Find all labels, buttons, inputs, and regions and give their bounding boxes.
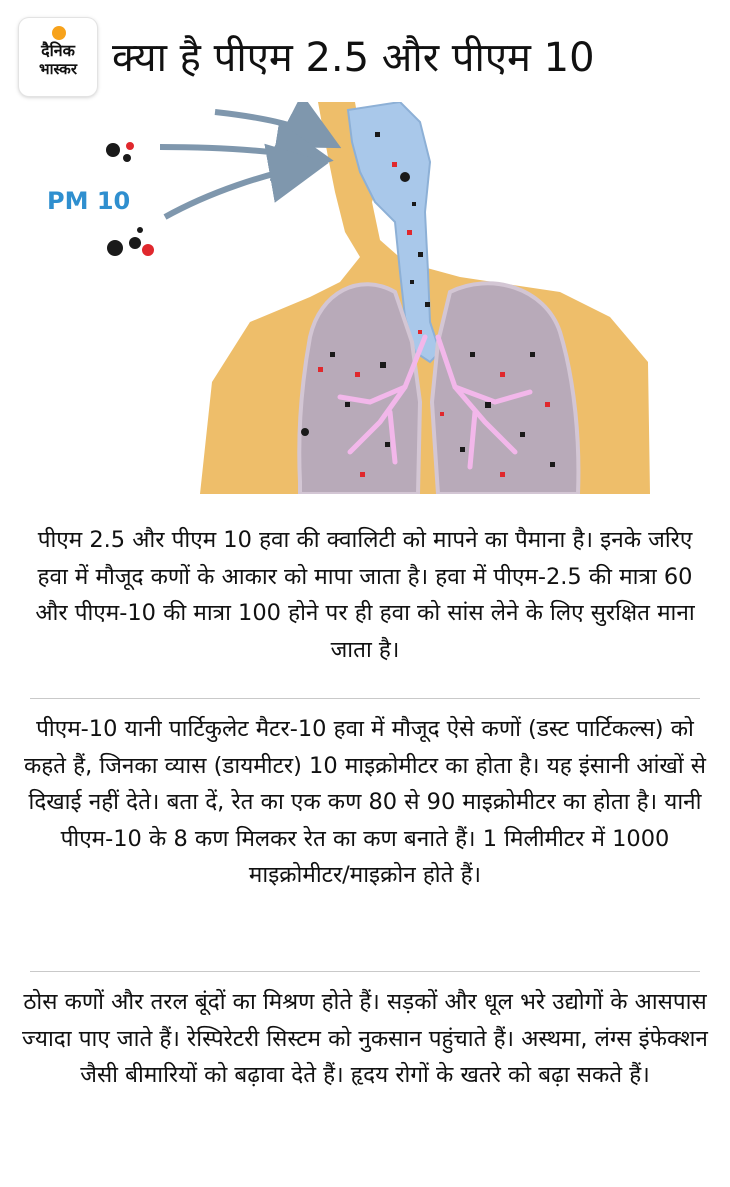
page-title: क्या है पीएम 2.5 और पीएम 10 <box>112 35 595 81</box>
paragraph-health-effects: ठोस कणों और तरल बूंदों का मिश्रण होते हैं। सड़कों और धूल भरे उद्योगों के आसपास ज्यादा पाए जाते हैं। रेस्पिरेटरी सिस्टम को नुकसान पहुंचाते हैं। अस्थमा, लंग्स इंफेक्शन जैसी बीमारियों को बढ़ावा देते हैं। हृदय रोगों के खतरे को बढ़ा सकते हैं। <box>22 989 708 1088</box>
sun-icon <box>52 26 66 40</box>
pm10-label: PM 10 <box>47 187 131 215</box>
paragraph-pm-definition: पीएम 2.5 और पीएम 10 हवा की क्वालिटी को मापने का पैमाना है। इनके जरिए हवा में मौजूद कणों के आकार को मापा जाता है। हवा में पीएम-2.5 की मात्रा 60 और पीएम-10 की मात्रा 100 होने पर ही हवा को सांस लेने के लिए सुरक्षित माना जाता है। <box>35 527 695 663</box>
paragraph-pm10-details: पीएम-10 यानी पार्टिकुलेट मैटर-10 हवा में मौजूद ऐसे कणों (डस्ट पार्टिकल्स) को कहते हैं, जिनका व्यास (डायमीटर) 10 माइक्रोमीटर का होता है। यह इंसानी आंखों से दिखाई नहीं देते। बता दें, रेत का एक कण 80 से 90 माइक्रोमीटर का होता है। यानी पीएम-10 के 8 कण मिलकर रेत का कण बनाते हैं। 1 मिलीमीटर में 1000 माइक्रोमीटर/माइक्रोन होते हैं। <box>23 716 707 888</box>
respiratory-system-svg <box>0 102 730 494</box>
divider <box>30 971 700 972</box>
air-flow-arrows <box>160 112 320 217</box>
divider <box>30 698 700 699</box>
respiratory-illustration <box>0 102 730 494</box>
header <box>0 0 730 102</box>
dainik-bhaskar-logo[interactable] <box>19 18 97 96</box>
logo-text-line2: भास्कर <box>39 60 77 78</box>
logo-text-line1: दैनिक <box>41 41 75 60</box>
